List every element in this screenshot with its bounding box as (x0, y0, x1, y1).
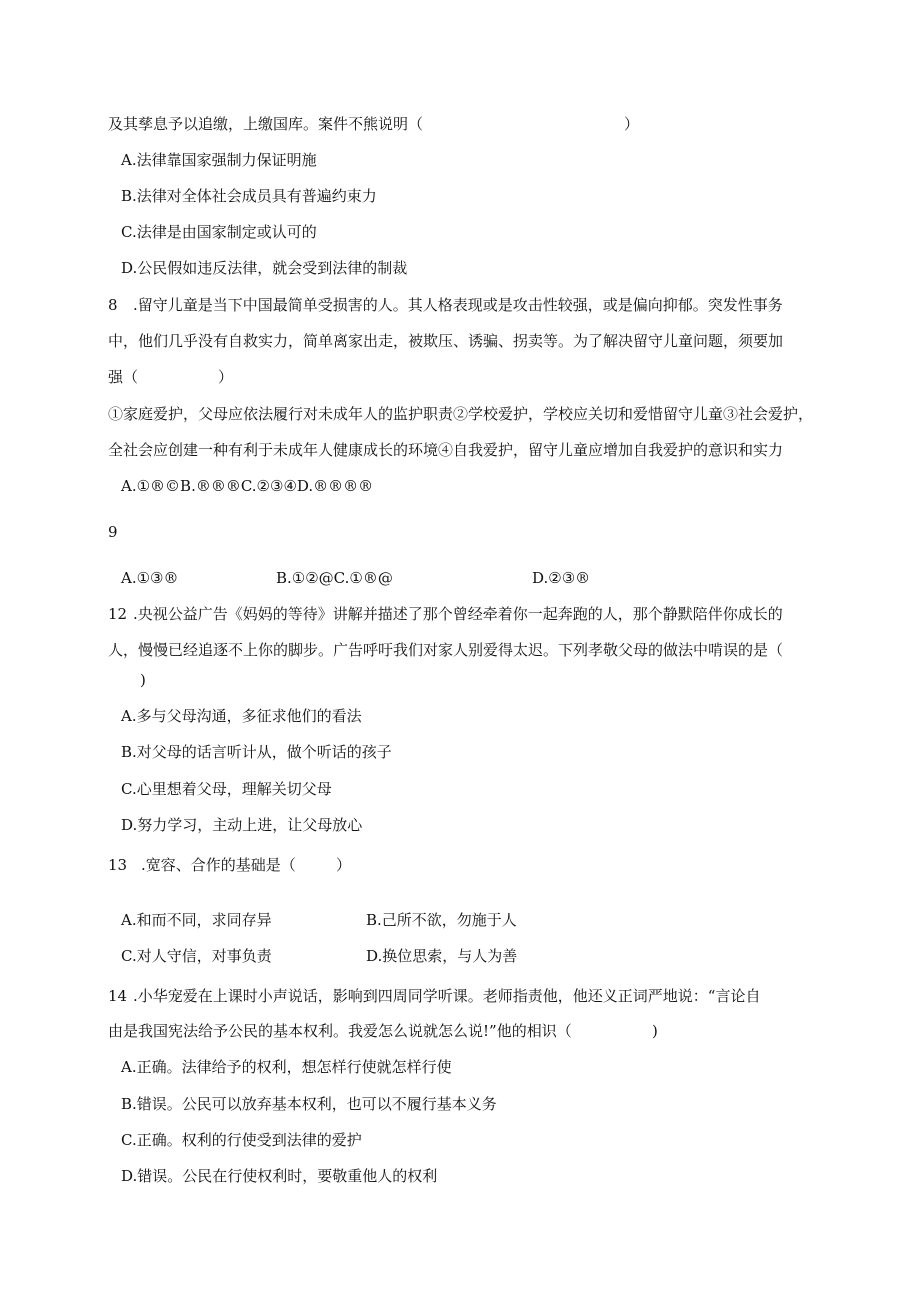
q13-option-b: B.己所不欲，勿施于人 (366, 911, 517, 929)
q8-item-line-2: 全社会应创建一种有利于未成年人健康成长的环境④自我爱护，留守儿童应增加自我爱护的意识和实力 (108, 441, 784, 459)
q13-stem-close: ） (336, 856, 352, 874)
q14-stem-line-2: 由是我国宪法给予公民的基本权利。我爱怎么说就怎么说!”他的相识（ (108, 1022, 572, 1040)
q14-number: 14 (108, 987, 128, 1005)
q9-number: 9 (108, 523, 118, 541)
q13-number: 13 (108, 856, 128, 874)
q9-option-bc: B.①②@C.①®@ (276, 569, 393, 587)
q9-option-d: D.②③® (532, 569, 591, 587)
q14-stem-close: ) (652, 1022, 658, 1040)
q14-option-c: C.正确。权利的行使受到法律的爱护 (121, 1131, 362, 1149)
q13-stem: .宽容、合作的基础是（ (141, 856, 296, 874)
q7-option-c: C.法律是由国家制定或认可的 (121, 223, 317, 241)
q14-option-d: D.错误。公民在行使权利时，要敬重他人的权利 (121, 1167, 438, 1185)
q12-stem-line-1: .央视公益广告《妈妈的等待》讲解并描述了那个曾经牵着你一起奔跑的人，那个静默陪伴你成长的 (133, 605, 783, 623)
q8-stem-line-1: .留守儿童是当下中国最简单受损害的人。其人格表现或是攻击性较强，或是偏向抑郁。突发性事务 (133, 296, 783, 314)
q12-option-b: B.对父母的话言听计从，做个听话的孩子 (121, 743, 392, 761)
q8-stem-line-2: 中，他们几乎没有自救实力，简单离家出走，被欺压、诱骗、拐卖等。为了解决留守儿童问题，须要加 (108, 332, 784, 350)
q13-option-a: A.和而不同，求同存异 (121, 911, 272, 929)
q9-option-a: A.①③® (121, 569, 179, 587)
q12-stem-line-2: 人，慢慢已经追逐不上你的脚步。广告呼吁我们对家人别爱得太迟。下列孝敬父母的做法中啃误的是（ (108, 641, 784, 659)
q12-stem-close: ) (140, 671, 146, 689)
q13-option-d: D.换位思索，与人为善 (366, 947, 518, 965)
q7-stem-close: ） (624, 115, 640, 133)
q14-option-b: B.错误。公民可以放弃基本权利，也可以不履行基本义务 (121, 1095, 497, 1113)
q8-item-line-1: ①家庭爱护，父母应依法履行对未成年人的监护职责②学校爱护，学校应关切和爱惜留守儿童③社会爱护， (108, 405, 814, 423)
q13-option-c: C.对人守信，对事负责 (121, 947, 272, 965)
q12-option-c: C.心里想着父母，理解关切父母 (121, 780, 332, 798)
q8-options: A.①®©B.®®®C.②③④D.®®®® (121, 477, 374, 495)
q12-number: 12 (108, 605, 128, 623)
q12-option-d: D.努力学习，主动上进，让父母放心 (121, 816, 363, 834)
q8-number: 8 (108, 296, 118, 314)
q7-option-d: D.公民假如违反法律，就会受到法律的制裁 (121, 259, 408, 277)
q7-option-a: A.法律靠国家强制力保证明施 (121, 151, 317, 169)
q14-stem-line-1: .小华宠爱在上课时小声说话，影响到四周同学听课。老师指责他，他还义正词严地说：“言论自 (133, 987, 761, 1005)
q8-stem-end: 强（ (108, 368, 139, 386)
q7-option-b: B.法律对全体社会成员具有普遍约束力 (121, 187, 377, 205)
q14-option-a: A.正确。法律给予的权利，想怎样行使就怎样行使 (121, 1058, 452, 1076)
q12-option-a: A.多与父母沟通，多征求他们的看法 (121, 707, 362, 725)
q7-stem-tail: 及其孳息予以追缴，上缴国库。案件不熊说明（ (108, 115, 424, 133)
q8-stem-close: ） (218, 368, 234, 386)
